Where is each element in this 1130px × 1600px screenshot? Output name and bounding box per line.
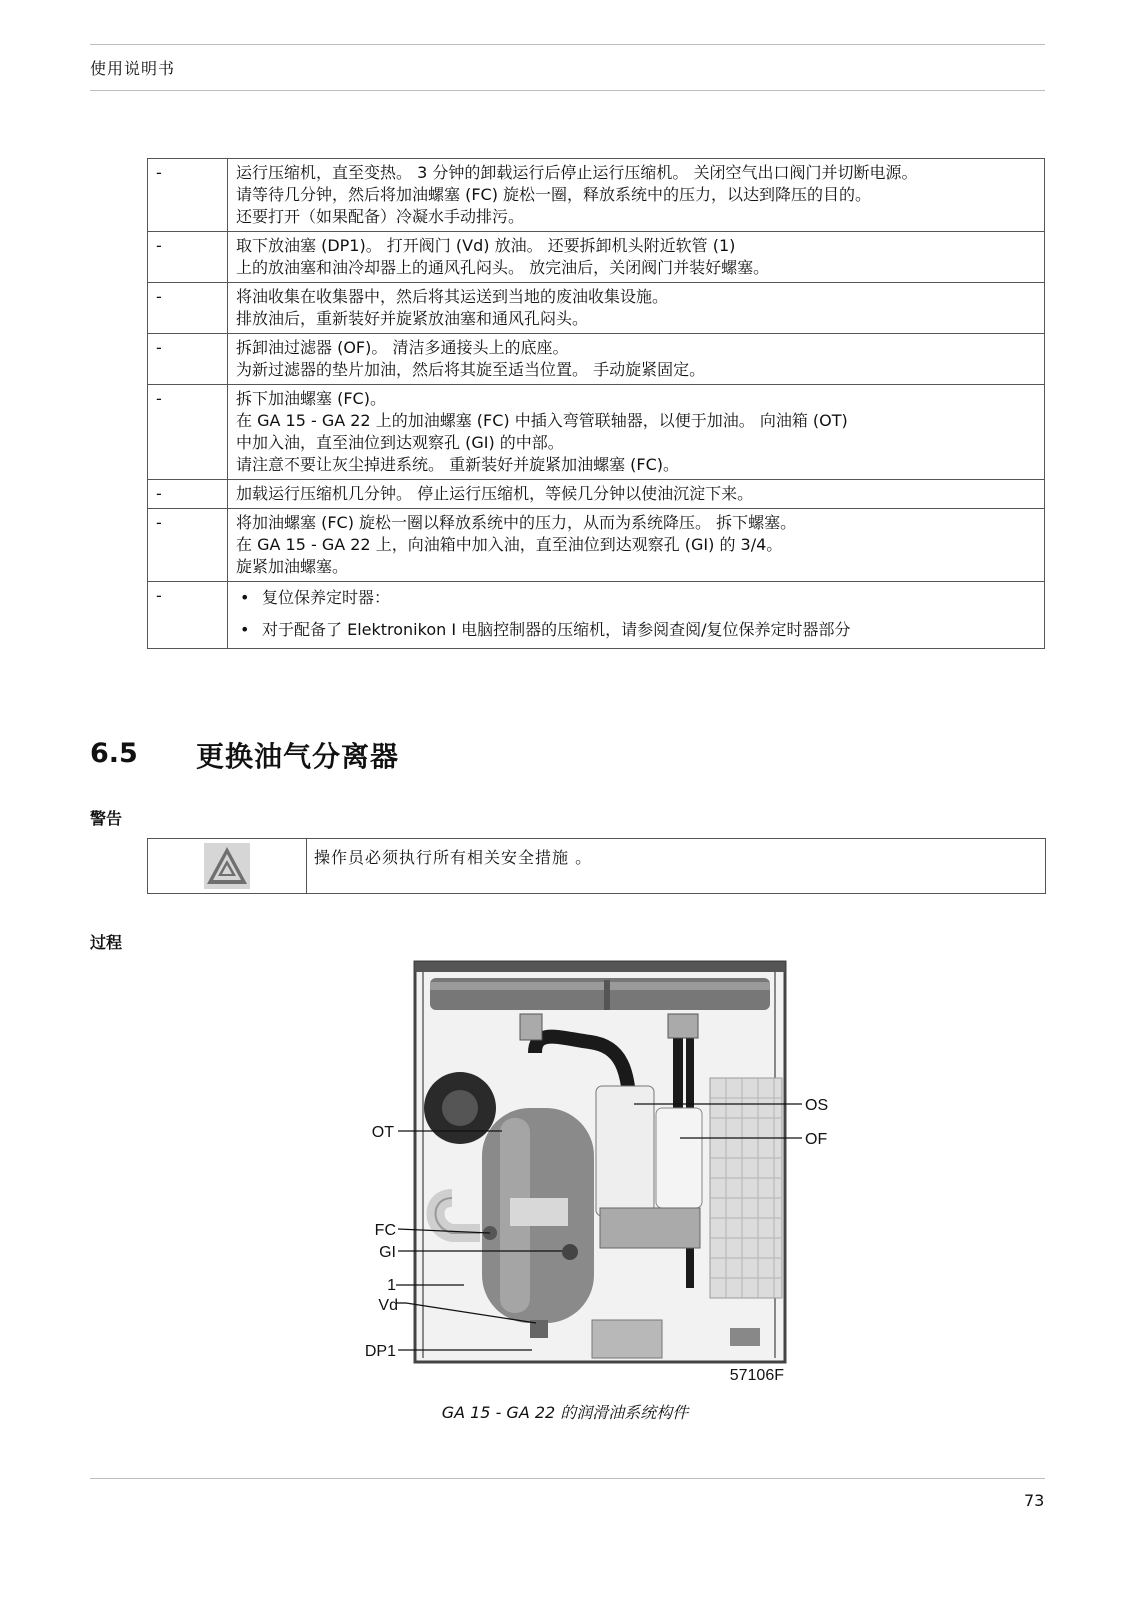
step-text [228,509,1045,582]
label-dp1: DP1 [364,1343,396,1360]
step-line: 取下放油塞 (DP1)。 打开阀门 (Vd) 放油。 还要拆卸机头附近软管 (1) [236,236,736,255]
warning-text: 操作员必须执行所有相关安全措施 。 [314,848,593,867]
step-line: 请注意不要让灰尘掉进系统。 重新装好并旋紧加油螺塞 (FC)。 [236,455,680,474]
step-line: 在 GA 15 - GA 22 上的加油螺塞 (FC) 中插入弯管联轴器，以便于加油。 向油箱 (OT) [236,411,848,430]
step-row [148,334,1045,385]
label-of: OF [805,1131,828,1148]
step-line: 将油收集在收集器中，然后将其运送到当地的废油收集设施。 [236,287,669,306]
step-row [148,509,1045,582]
bullet-item: • 复位保养定时器： [236,587,1036,609]
step-line: 为新过滤器的垫片加油，然后将其旋至适当位置。 手动旋紧固定。 [236,360,706,379]
step-row [148,232,1045,283]
step-text [228,480,1045,509]
step-marker: - [148,480,228,509]
label-os: OS [805,1097,829,1114]
procedure-steps-table [147,158,1045,649]
header-rule-top [90,44,1045,45]
header-rule-bottom [90,90,1045,91]
label-vd: Vd [378,1297,398,1314]
figure-caption: GA 15 - GA 22 的润滑油系统构件 [441,1403,689,1422]
step-marker: - [148,582,228,649]
label-fc: FC [374,1222,396,1239]
bullet-list [236,587,1036,641]
label-ot: OT [371,1124,394,1141]
step-marker: - [148,334,228,385]
step-line: 在 GA 15 - GA 22 上，向油箱中加入油，直至油位到达观察孔 (GI) 的 3/4。 [236,535,783,554]
step-text [228,385,1045,480]
step-row [148,582,1045,649]
step-text [228,334,1045,385]
step-marker: - [148,385,228,480]
step-line: 拆卸油过滤器 (OF)。 清洁多通接头上的底座。 [236,338,569,357]
footer-rule [90,1478,1045,1479]
step-line: 将加油螺塞 (FC) 旋松一圈以释放系统中的压力，从而为系统降压。 拆下螺塞。 [236,513,797,532]
bullet-item: • 对于配备了 Elektronikon I 电脑控制器的压缩机，请参阅查阅/复位保养定时器部分 [236,619,1036,641]
step-row [148,385,1045,480]
step-row [148,283,1045,334]
step-line: 旋紧加油螺塞。 [236,557,349,576]
step-row [148,159,1045,232]
oil-filter [656,1108,702,1208]
step-marker: - [148,159,228,232]
step-line: 上的放油塞和油冷却器上的通风孔闷头。 放完油后，关闭阀门并装好螺塞。 [236,258,770,277]
label-gi: GI [379,1244,396,1261]
step-marker: - [148,509,228,582]
step-marker: - [148,283,228,334]
step-text [228,232,1045,283]
sight-glass [562,1244,578,1260]
warning-box [147,838,1046,894]
step-line: 拆下加油螺塞 (FC)。 [236,389,386,408]
warning-icon-cell [148,839,307,893]
step-marker: - [148,232,228,283]
procedure-heading: 过程 [90,933,123,952]
step-text [228,159,1045,232]
label-1: 1 [387,1277,396,1294]
warning-triangle-icon [204,843,250,889]
step-text [228,582,1045,649]
step-line: 还要打开（如果配备）冷凝水手动排污。 [236,207,525,226]
page-number: 73 [1024,1491,1045,1510]
step-row [148,480,1045,509]
running-header-title: 使用说明书 [90,59,176,78]
step-line: 中加入油，直至油位到达观察孔 (GI) 的中部。 [236,433,564,452]
section-number: 6.5 [90,738,138,769]
warning-heading: 警告 [90,809,123,828]
oil-separator-element [596,1086,654,1216]
step-line: 排放油后，重新装好并旋紧放油塞和通风孔闷头。 [236,309,589,328]
step-line: 加载运行压缩机几分钟。 停止运行压缩机，等候几分钟以使油沉淀下来。 [236,484,754,503]
step-line: 运行压缩机，直至变热。 3 分钟的卸载运行后停止运行压缩机。 关闭空气出口阀门并切断电源。 [236,163,918,182]
step-text [228,283,1045,334]
section-title: 更换油气分离器 [196,740,400,773]
figure-reference: 57106F [729,1367,784,1384]
step-line: 请等待几分钟，然后将加油螺塞 (FC) 旋松一圈，释放系统中的压力，以达到降压的目的。 [236,185,872,204]
lubrication-system-figure [360,958,832,1386]
